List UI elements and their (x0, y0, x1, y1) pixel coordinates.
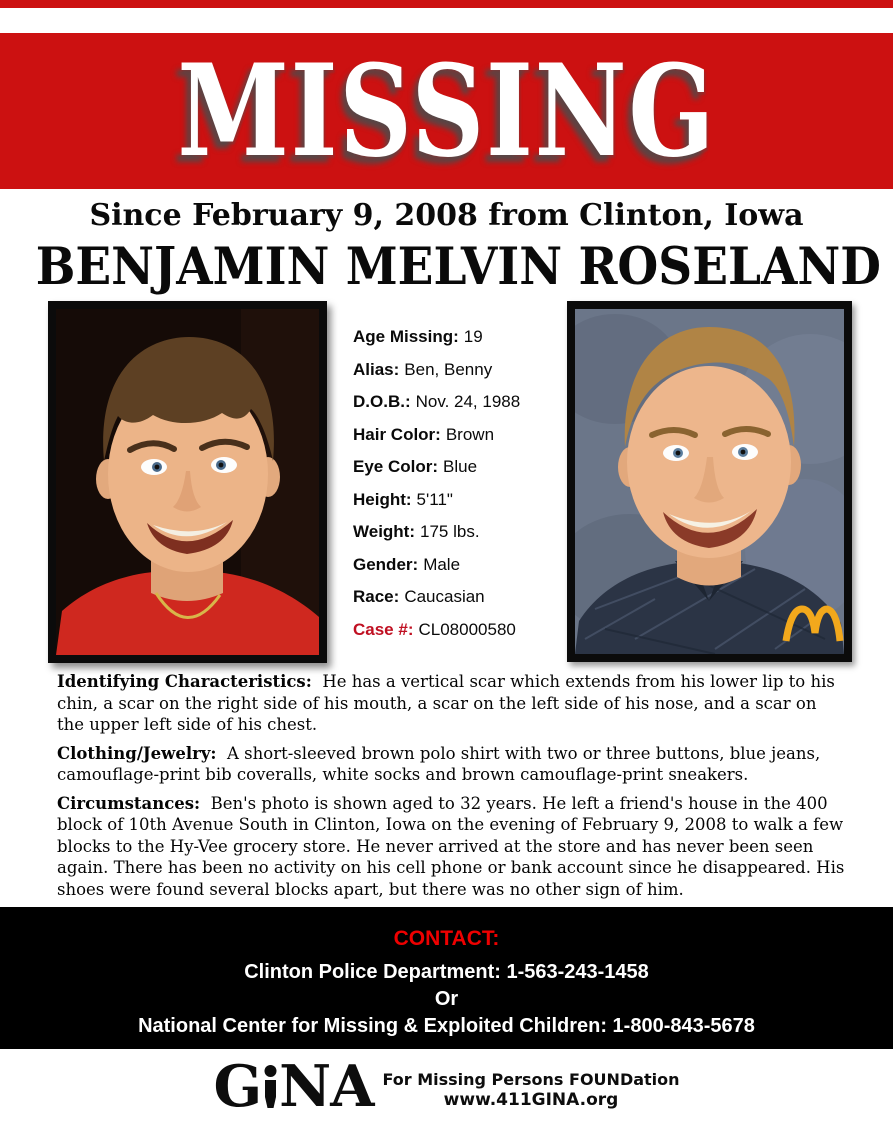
contact-police-line: Clinton Police Department: 1-563-243-1458 (244, 961, 649, 983)
detail-row-case-number: Case #: CL08000580 (353, 619, 516, 639)
detail-row-dob: D.O.B.: Nov. 24, 1988 (353, 392, 521, 411)
detail-row-hair-color: Hair Color: Brown (353, 424, 495, 444)
gina-letters-na: NA (279, 1053, 374, 1120)
footer-logo-area (0, 1053, 893, 1120)
contact-or-label: Or (434, 988, 459, 1010)
detail-row-weight: Weight: 175 lbs. (353, 522, 480, 541)
identifying-characteristics-paragraph: Identifying Characteristics: He has a vertical scar which extends from his lower lip to his chin, a scar on the right side of his mouth, a scar on the left side of his nose, and a scar on the upper left side of his chest. (57, 672, 835, 734)
missing-title: MISSING (177, 37, 716, 185)
missing-since-subtitle: Since February 9, 2008 from Clinton, Iowa (89, 198, 804, 233)
gina-letter-g: G (213, 1053, 262, 1120)
contact-section (0, 907, 893, 1049)
portrait-age-19-image (56, 309, 319, 655)
portrait-age-progressed-image (575, 309, 844, 654)
detail-row-age-missing: Age Missing: 19 (353, 327, 483, 346)
details-panel (327, 301, 567, 646)
photo-frame-age-progressed (567, 301, 852, 662)
detail-row-race: Race: Caucasian (353, 587, 485, 606)
contact-ncmec-line: National Center for Missing & Exploited Children: 1-800-843-5678 (138, 1015, 755, 1037)
gina-wordmark (213, 1053, 374, 1120)
person-name-title: BENJAMIN MELVIN ROSELAND (35, 237, 881, 297)
logo-url: www.411GINA.org (443, 1090, 619, 1110)
top-red-strip (0, 0, 893, 8)
missing-banner (0, 33, 893, 189)
photos-row (0, 301, 893, 663)
circumstances-paragraph: Circumstances: Ben's photo is shown aged to 32 years. He left a friend's house in the 400 block of 10th Avenue South in Clinton, Iowa on the evening of February 9, 2008 to walk a few blocks to the Hy-Vee grocery store. He never arrived at the store and has never been seen again. There has been no activity on his cell phone or bank account since he disappeared. His shoes were found several blocks apart, but there was no other sign of him. (57, 793, 845, 899)
detail-row-height: Height: 5'11" (353, 489, 453, 509)
description-section (57, 671, 845, 900)
detail-row-alias: Alias: Ben, Benny (353, 359, 493, 379)
gina-person-icon (263, 1065, 278, 1109)
detail-row-eye-color: Eye Color: Blue (353, 457, 478, 476)
logo-tagline-block (382, 1061, 679, 1111)
photo-frame-age-19 (48, 301, 327, 663)
contact-heading: CONTACT: (393, 927, 500, 950)
clothing-jewelry-paragraph: Clothing/Jewelry: A short-sleeved brown polo shirt with two or three buttons, blue jeans, camouflage-print bib coveralls, white socks and brown camouflage-print sneakers. (57, 743, 821, 784)
detail-row-gender: Gender: Male (353, 554, 461, 574)
logo-tagline: For Missing Persons FOUNDation (382, 1070, 680, 1089)
